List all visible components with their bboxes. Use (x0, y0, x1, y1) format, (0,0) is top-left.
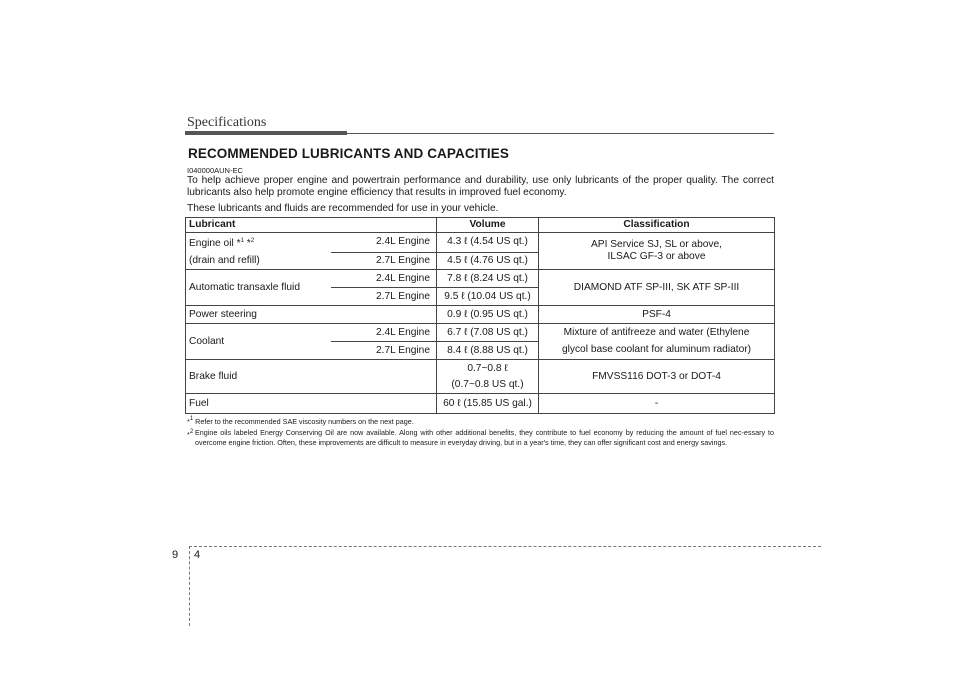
fuel-classification: - (539, 394, 775, 414)
coolant-variant: 2.7L Engine (331, 342, 437, 360)
brake-fluid-volume: 0.7~0.8 ℓ (0.7~0.8 US qt.) (437, 360, 539, 394)
engine-oil-label: Engine oil *$^1$ *$^2$ (186, 233, 331, 253)
header-rule-accent (185, 131, 347, 135)
engine-oil-variant: 2.4L Engine (331, 233, 437, 253)
engine-oil-label-secondary: (drain and refill) (186, 252, 331, 270)
transaxle-label: Automatic transaxle fluid (186, 270, 331, 306)
lubricants-table (185, 217, 775, 414)
transaxle-classification: DIAMOND ATF SP-III, SK ATF SP-III (539, 270, 775, 306)
coolant-classification: Mixture of antifreeze and water (Ethylene (539, 324, 775, 342)
coolant-classification: glycol base coolant for aluminum radiator) (539, 342, 775, 360)
table-row (186, 324, 775, 342)
chapter-number: 9 (172, 549, 179, 561)
transaxle-volume: 7.8 ℓ (8.24 US qt.) (437, 270, 539, 288)
transaxle-variant: 2.7L Engine (331, 288, 437, 306)
fuel-volume: 60 ℓ (15.85 US gal.) (437, 394, 539, 414)
table-header-row (186, 218, 775, 233)
footnote-2 (187, 428, 774, 447)
power-steering-label: Power steering (186, 306, 437, 324)
transaxle-volume: 9.5 ℓ (10.04 US qt.) (437, 288, 539, 306)
coolant-label: Coolant (186, 324, 331, 360)
coolant-volume: 6.7 ℓ (7.08 US qt.) (437, 324, 539, 342)
fuel-label: Fuel (186, 394, 437, 414)
header-lubricant: Lubricant (186, 218, 437, 233)
table-row (186, 233, 775, 253)
intro-sentence: These lubricants and fluids are recommended for use in your vehicle. (187, 203, 499, 214)
intro-paragraph: To help achieve proper engine and powertrain performance and durability, use only lubricants of the proper quality. The correct lubricants also help promote engine efficiency that results in improved fuel economy. (187, 175, 774, 198)
coolant-volume: 8.4 ℓ (8.88 US qt.) (437, 342, 539, 360)
page-divider-vertical (189, 546, 190, 626)
page-number: 4 (194, 549, 201, 561)
reference-code: I040000AUN-EC (187, 166, 243, 175)
engine-oil-classification: API Service SJ, SL or above, ILSAC GF-3 or above (539, 233, 775, 270)
engine-oil-variant: 2.7L Engine (331, 252, 437, 270)
power-steering-classification: PSF-4 (539, 306, 775, 324)
power-steering-volume: 0.9 ℓ (0.95 US qt.) (437, 306, 539, 324)
transaxle-variant: 2.4L Engine (331, 270, 437, 288)
engine-oil-volume: 4.5 ℓ (4.76 US qt.) (437, 252, 539, 270)
footnote-1: *$^1$ Refer to the recommended SAE viscosity numbers on the next page. (187, 416, 414, 426)
table-row (186, 306, 775, 324)
table-row (186, 360, 775, 394)
brake-fluid-classification: FMVSS116 DOT-3 or DOT-4 (539, 360, 775, 394)
engine-oil-volume: 4.3 ℓ (4.54 US qt.) (437, 233, 539, 253)
footnote-2-text: Engine oils labeled Energy Conserving Oil are now available. Along with other additional benefits, they contribute to fuel economy by reducing the amount of fuel nec-essary to overcome engine friction. Often, these improvements are difficult to measure in everyday driving, but in a year's time, they can offer significant cost and energy savings. (195, 428, 774, 447)
header-classification: Classification (539, 218, 775, 233)
table-row (186, 270, 775, 288)
brake-fluid-label: Brake fluid (186, 360, 437, 394)
header-volume: Volume (437, 218, 539, 233)
coolant-variant: 2.4L Engine (331, 324, 437, 342)
footnote-2-mark: *$^2$ (187, 429, 194, 439)
page-heading: RECOMMENDED LUBRICANTS AND CAPACITIES (188, 146, 509, 161)
page-divider (189, 546, 821, 547)
section-title: Specifications (187, 115, 267, 130)
table-row (186, 394, 775, 414)
